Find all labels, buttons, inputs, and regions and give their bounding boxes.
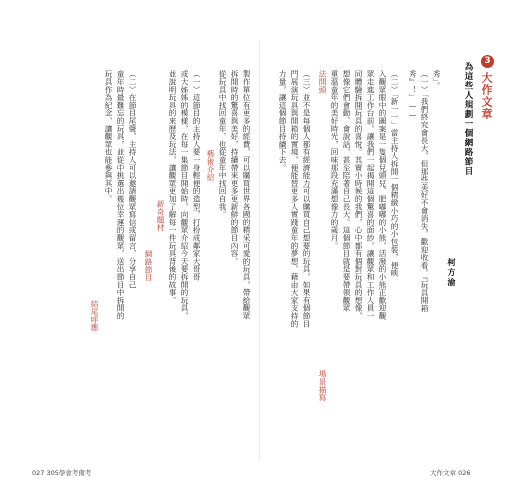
section-number-badge: 3	[481, 55, 494, 68]
author-name: 柯方渝	[447, 258, 456, 288]
right-p2-line-5: 想像它們會動、會說話，甚至陪著自己長大。這個節目就是要帶領觀眾	[342, 70, 351, 312]
right-p3-line-2: 門展演玩具與開箱的實境，便能替更多人實踐童年的夢想，藉由大家支持的	[290, 70, 299, 328]
article-title: 為這些人規劃一個網路節目	[463, 62, 473, 176]
right-p2-line-3: 眾走進工作台前，讓我們一起揭開這個驚喜的面紗，讓觀眾和工作人員一	[366, 70, 375, 320]
left-tag-2: 新奇題材	[156, 200, 165, 232]
right-tag-1: 法開頭	[318, 70, 327, 94]
right-col-2: （一）「我們終究會長大，但那些美好不會消失，歡迎收看，『玩具開箱	[420, 70, 429, 312]
right-p2-line-4: 同體驗拆開玩具的喜悅。其實小時候的我們，心中都有個對玩具的想像，	[354, 70, 363, 320]
left-footer: 027 305學會考備考	[32, 469, 92, 477]
left-p2-line-3: 並說明玩具的來歷及玩法，讓觀眾更加了解每一件玩具背後的故事。	[168, 70, 177, 304]
left-p2-line-1: （一）這節目的主持人要一身輕便的造型，打扮成鄰家大哥哥	[192, 70, 201, 281]
left-p1-line-2: 拆開時的驚喜與美好，持續帶來更多更新鮮的節目內容。	[230, 70, 239, 265]
right-p3-line-3: 力量，讓這個節目持續下去。	[278, 70, 287, 172]
right-col-3: 秀』！」——	[408, 70, 417, 120]
right-p2-line-6: 重溫童年的美好時光，回味那段充滿想像力的歲月。	[330, 70, 339, 250]
page-gutter	[259, 40, 260, 460]
right-p2-line-1: （二）「新一一」當主持人拆開一個精緻小巧的小包裝，便映	[390, 70, 399, 277]
right-p2-line-2: 入觀眾眼中的圖案是一隻個兒頭兒、肥嘟嘟的小熊，活潑的小熊正歡迎觀	[378, 70, 387, 320]
right-tag-2: 場景描寫	[318, 370, 327, 402]
left-p1-line-1: 製作單位有更多的經費，可以購買世界各國的精采可愛的玩具，帶給觀眾	[242, 70, 251, 320]
left-tag-4: 結尾呼應	[90, 300, 99, 332]
right-p3-line-1: （三）並不是每個人都有經濟能力可以購買自己想要的玩具，如果有個節目	[302, 70, 311, 328]
left-p1-line-3: 從玩具中找回童年，也從童年中找回自我。	[218, 70, 227, 219]
left-p3-line-2: 童年時最難忘的玩具，並從中挑選出幾位幸運的觀眾，送出節目中拆開的	[116, 70, 125, 320]
right-footer: 大作文章 026	[430, 469, 471, 477]
left-p3-line-3: 玩具作為紀念，讓觀眾也能參與其中。	[104, 70, 113, 203]
left-tag-3: 網路節目	[144, 250, 153, 282]
left-p2-line-2: 或大姊姊的模樣，在每一集節目開始時，向觀眾介紹今天要拆開的玩具，	[180, 70, 189, 320]
right-col-1: 秀」。	[432, 70, 441, 90]
section-title: 大作文章	[480, 72, 493, 120]
left-tag-1: 藝術介紹	[206, 150, 215, 182]
left-p3-line-1: （二）在節目尾聲，主持人可以邀請觀眾寫信或留言，分享自己	[128, 70, 137, 289]
